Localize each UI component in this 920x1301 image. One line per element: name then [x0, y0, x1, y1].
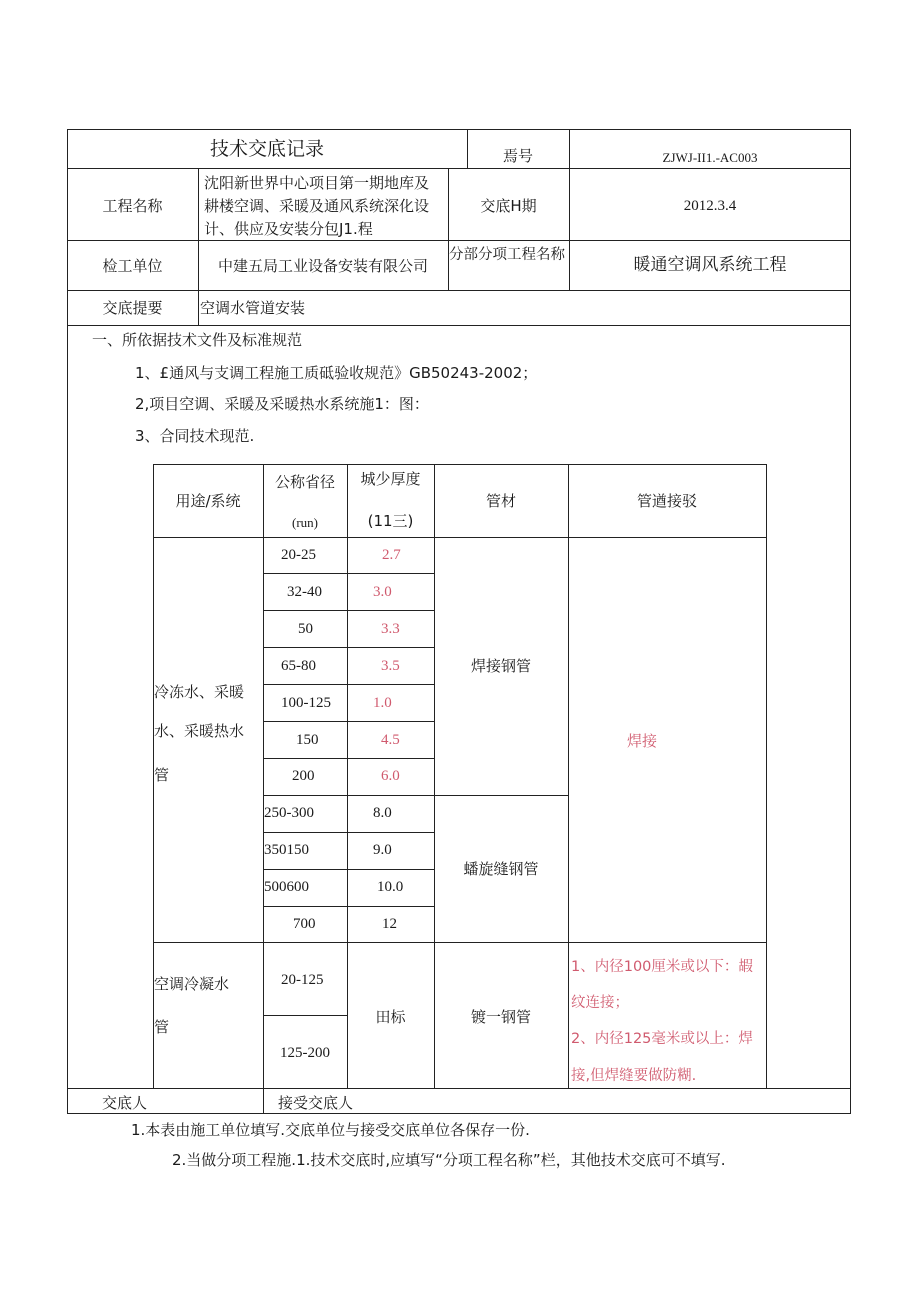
footer-note: 2.当做分项工程施.1.技术交底时,应填写“分项工程名称”栏，其他技术交底可不填写. [172, 1151, 726, 1169]
date-label: 交底H期 [480, 197, 537, 215]
table-cell-dn: 150 [296, 732, 319, 748]
table-row-divider [263, 795, 568, 796]
table-row-divider [263, 721, 434, 722]
group2-connection-line: 1、内径100厘米或以下：嘏 [571, 959, 753, 975]
header-row-divider [67, 240, 851, 241]
table-row-divider [263, 647, 434, 648]
table-group-divider [153, 942, 766, 943]
table-cell-thickness: 3.3 [381, 621, 400, 637]
table-cell-thickness: 12 [382, 916, 397, 932]
group2-connection-line: 纹连接； [571, 995, 629, 1011]
col-header-material: 管材 [485, 492, 516, 510]
spec-item: 2,项目空调、采暖及采暖热水系统施1：图： [135, 395, 429, 413]
header-row-divider [67, 168, 851, 169]
table-cell-thickness: 9.0 [373, 842, 392, 858]
table-cell-thickness: 8.0 [373, 805, 392, 821]
project-value-line: 沈阳新世界中心项目第一期地库及 [204, 174, 430, 192]
table-cell-thickness: 3.5 [381, 658, 400, 674]
table-col-divider [434, 464, 435, 1088]
serial-value: ZJWJ-II1.-AC003 [662, 150, 758, 165]
table-cell-dn: 125-200 [280, 1045, 330, 1061]
table-cell-dn: 700 [293, 916, 316, 932]
group1-usage-line: 水、采暖热水 [154, 722, 245, 740]
table-cell-dn: 250-300 [264, 805, 314, 821]
group2-usage-line: 空调冷凝水 [154, 975, 230, 993]
form-title: 技术交底记录 [209, 138, 324, 160]
table-cell-thickness: 4.5 [381, 732, 400, 748]
col-header-diameter: 公称省径 [274, 473, 335, 491]
subproject-label: 分部分项工程名称 [449, 247, 565, 263]
subproject-value: 暖通空调风系统工程 [633, 255, 787, 274]
col-header-diameter-unit: (run) [292, 515, 318, 530]
column-divider [448, 168, 449, 290]
table-row-divider [263, 610, 434, 611]
table-col-divider [568, 464, 569, 1088]
table-cell-dn: 350150 [264, 842, 309, 858]
group2-connection-line: 2、内径125毫米或以上：焊 [571, 1031, 753, 1047]
table-header-divider [153, 537, 766, 538]
group2-connection-line: 接,但焊缝要做防糊. [571, 1068, 697, 1084]
table-border [153, 464, 766, 465]
table-row-divider [263, 758, 434, 759]
table-row-divider [263, 832, 434, 833]
summary-label: 交底提要 [102, 299, 163, 317]
table-cell-thickness: 1.0 [373, 695, 392, 711]
group1-material-spiral: 蟠旋缝钢管 [463, 860, 539, 878]
table-row-divider [263, 906, 434, 907]
group2-usage-line: 管 [154, 1018, 170, 1036]
spec-item: 1、£通风与支调工程施工质砥验收规范》GB50243-2002； [135, 364, 538, 382]
receiver-label: 接受交底人 [278, 1094, 354, 1112]
summary-value: 空调水管道安装 [200, 299, 306, 317]
table-border [766, 464, 767, 1088]
discloser-label: 交底人 [102, 1094, 148, 1112]
group2-thickness: 田标 [375, 1008, 406, 1026]
table-row-divider [263, 573, 434, 574]
group1-material-welded: 焊接钢管 [470, 657, 531, 675]
table-row-divider [263, 684, 434, 685]
table-row-divider [263, 869, 434, 870]
unit-value: 中建五局工业设备安装有限公司 [217, 257, 428, 275]
col-header-thickness: 城少厚度 [360, 470, 421, 488]
footer-row-divider [67, 1088, 851, 1089]
group1-usage-line: 管 [154, 766, 170, 784]
project-value-line: 计、供应及安装分包J1.程 [204, 220, 373, 238]
col-header-thickness-unit: (11三) [367, 512, 414, 530]
table-row-divider [263, 1015, 347, 1016]
footer-note: 1.本表由施工单位填写.交底单位与接受交底单位各保存一份. [131, 1121, 530, 1139]
table-cell-thickness: 6.0 [381, 768, 400, 784]
table-cell-dn: 32-40 [287, 584, 322, 600]
header-row-divider [67, 325, 851, 326]
section-title: 一、所依据技术文件及标准规范 [92, 331, 303, 349]
table-cell-thickness: 2.7 [382, 547, 401, 563]
spec-item: 3、合同技术现范. [135, 427, 255, 445]
project-label: 工程名称 [102, 197, 163, 215]
column-divider [198, 168, 199, 325]
table-cell-dn: 200 [292, 768, 315, 784]
table-cell-dn: 500600 [264, 879, 309, 895]
table-cell-dn: 100-125 [281, 695, 331, 711]
table-cell-dn: 50 [298, 621, 313, 637]
group2-material: 镀一钢管 [470, 1008, 531, 1026]
col-header-usage: 用途/系统 [175, 492, 241, 510]
serial-label: 焉号 [502, 147, 533, 165]
project-value-line: 耕楼空调、采暖及通风系统深化设 [204, 197, 430, 215]
header-row-divider [67, 290, 851, 291]
table-cell-thickness: 3.0 [373, 584, 392, 600]
table-cell-thickness: 10.0 [377, 879, 404, 895]
table-col-divider [347, 464, 348, 1088]
table-cell-dn: 20-25 [281, 547, 316, 563]
group1-connection: 焊接 [626, 732, 657, 750]
date-value: 2012.3.4 [683, 198, 737, 214]
col-header-connection: 管遒接驳 [636, 492, 697, 510]
column-divider [263, 1088, 264, 1114]
table-cell-dn: 20-125 [281, 972, 324, 988]
table-cell-dn: 65-80 [281, 658, 316, 674]
table-col-divider [263, 464, 264, 1088]
unit-label: 检工单位 [102, 257, 163, 275]
group1-usage-line: 冷冻水、采暖 [154, 683, 245, 701]
